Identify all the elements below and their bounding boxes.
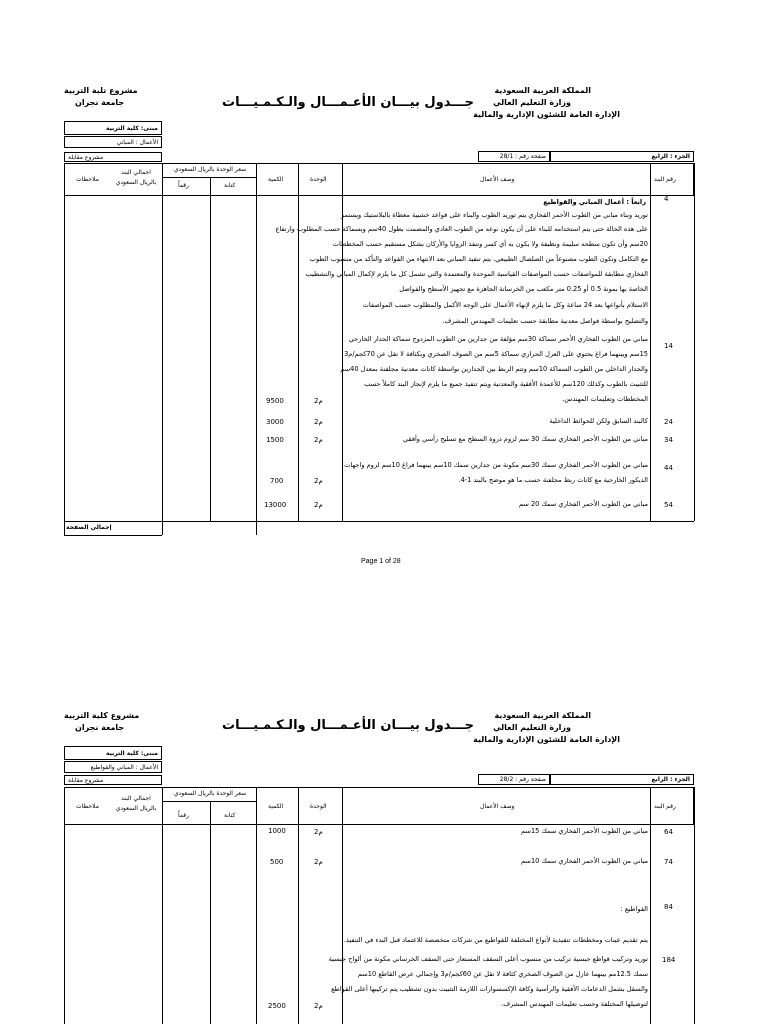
work-label: الأعمال : المباني	[116, 139, 158, 146]
item-unit: م2	[314, 828, 323, 836]
item-no: 54	[664, 501, 673, 509]
item-qty: 3000	[266, 418, 284, 426]
item-unit: م2	[314, 397, 323, 405]
university-label: جامعة نجران	[75, 98, 125, 107]
building-label: مبنى: كلية التربية	[105, 750, 158, 757]
part-label: الجزء : الرابع	[651, 776, 690, 783]
item-desc-line: يتم تقديم عينات ومخططات تنفيذية لأنواع المختلفة للقواطيع من شركات متخصصة للاعتماد قبل البدء في التنفيذ.	[343, 936, 648, 944]
admin-label: الإدارة العامة للشئون الإدارية والمالية	[473, 735, 620, 744]
item-desc-line: مع التكامل وتكون الطوب مصنوعاً من الصلصال الطبيعي. يتم تنفيذ المباني بعد الانتهاء من القواعد والتأكد من منسوب الطوب	[309, 255, 648, 263]
part-box	[550, 151, 694, 162]
item-desc-line: مباني من الطوب الفخاري الأحمر سماكة 30سم مؤلفة من جدارين من الطوب المزدوج سماكة الجدار الخارجي	[348, 335, 648, 343]
page-title: جـــدول بيـــان الأعـمـــال والـكـمـيـــات	[222, 718, 474, 733]
col-total: اجمالي البند بالريال السعودي	[115, 169, 157, 186]
work-box	[64, 136, 162, 148]
project-box	[64, 775, 162, 785]
kingdom-label: المملكة العربية السعودية	[494, 86, 591, 95]
item-desc-line: والجدار الداخلي من الطوب السماكة 10سم وتتم الربط بين الجدارين بواسطة كانات معدنية مجلفنة بمعدل 40سم	[340, 365, 648, 373]
item-qty: 1500	[266, 436, 284, 444]
item-desc-line: مباني من الطوب الأحمر الفخاري سمك 10سم	[521, 857, 648, 865]
item-desc-line: توريد وتركيب قواطع جبسية تركيب من منسوب أعلى السقف المستعار حتى السقف الخرساني مكونة من ألواح جبسية	[328, 955, 648, 963]
item-no: 14	[664, 342, 673, 350]
item-no: 74	[664, 858, 673, 866]
col-price-words: كتابة	[224, 812, 236, 819]
item-desc-line: على هذه الحالة حتى يتم استخدامه للبناء على أن يكون نوعه من الطوب العادي والمصمت بطول 40سم وبسماكة حسب المطلوب وارتفاع	[275, 225, 648, 233]
item-desc-line: مباني من الطوب الأحمر الفخاري سمك 30 سم لزوم دروة السطح مع تسليح رأسي وأفقي	[402, 435, 648, 443]
item-desc-line: لتوصيلها المختلفة وحسب تعليمات المهندس المشرف.	[501, 1000, 648, 1008]
item-desc-line: توريد وبناء مباني من الطوب الأحمر الفخاري يتم توريد الطوب والبناء على قواعد خشبية مغطاة بالبلاستيك ويستمر	[340, 211, 648, 219]
page-no-label: صفحة رقم : 28/2	[499, 776, 546, 783]
item-desc-line: 20سم وأن تكون سطحه سليمة ونظيفة ولا يكون به أي كسر وتنفذ الزوايا والأركان بشكل مستقيم حسب المخططات	[332, 240, 648, 248]
item-unit: م2	[314, 477, 323, 485]
col-no: رقم البند	[654, 803, 676, 810]
col-unit: الوحدة	[310, 803, 327, 810]
page-title: جـــدول بيـــان الأعـمـــال والـكـمـيـــات	[222, 95, 474, 110]
item-desc-line: كالبند السابق ولكن للحوائط الداخلية	[549, 417, 648, 425]
item-desc-line: والتصليح بواسطة فواصل معدنية مطابقة حسب تعليمات المهندس المشرف.	[442, 317, 648, 325]
col-total: اجمالي البند بالريال السعودي	[115, 795, 157, 812]
university-label: جامعة نجران	[75, 723, 125, 732]
col-price-digits: رقماً	[178, 812, 190, 819]
item-qty: 1000	[268, 827, 286, 835]
building-box	[64, 121, 162, 135]
col-qty: الكمية	[268, 176, 284, 183]
item-no: 4	[664, 195, 669, 203]
col-unit: الوحدة	[310, 176, 327, 183]
item-unit: م2	[314, 1002, 323, 1010]
col-notes: ملاحظات	[76, 176, 99, 183]
col-unit-price: سعر الوحدة بالريال السعودي	[173, 790, 247, 797]
item-no: 64	[664, 828, 673, 836]
page-no-box	[478, 774, 550, 785]
item-desc-line: سمك 12.5مم بينهما عازل من الصوف الصخري كثافة لا تقل عن 60كجم/م3 وإجمالي عرض القاطع 10سم	[357, 970, 648, 978]
item-qty: 13000	[264, 501, 287, 509]
item-desc-line: مباني من الطوب الأحمر الفخاري سمك 30سم مكونة من جدارين سمك 10سم بينهما فراغ 10سم لزوم واجهات	[344, 461, 648, 469]
col-price-words: كتابة	[224, 182, 236, 189]
col-price-digits: رقماً	[178, 182, 190, 189]
work-box	[64, 761, 162, 773]
col-desc: وصف الأعمال	[480, 803, 515, 810]
item-no: 184	[662, 956, 676, 964]
item-unit: م2	[314, 436, 323, 444]
item-qty: 700	[270, 477, 284, 485]
item-desc-line: رابعاً : أعمال المباني والقواطيع	[543, 198, 646, 206]
part-label: الجزء : الرابع	[651, 153, 690, 160]
item-no: 84	[664, 903, 673, 911]
page-2	[0, 700, 768, 1024]
ministry-label: وزارة التعليم العالي	[493, 723, 571, 732]
building-box	[64, 746, 162, 760]
item-desc-line: المخططات وتعليمات المهندس.	[562, 395, 648, 403]
ministry-label: وزارة التعليم العالي	[493, 98, 571, 107]
col-qty: الكمية	[268, 803, 284, 810]
item-no: 44	[664, 464, 673, 472]
item-unit: م2	[314, 418, 323, 426]
col-no: رقم البند	[654, 176, 676, 183]
part-box	[550, 774, 694, 785]
item-desc-line: القواطيع :	[620, 905, 648, 913]
item-desc-line: 15سم وبينهما فراغ يحتوي على العزل الحراري سماكة 5سم من الصوف الصخري وبكثافة لا تقل عن 70كجم/م3	[344, 350, 648, 358]
item-qty: 500	[270, 858, 284, 866]
project-box-label: مشروع مقابلة	[68, 154, 104, 161]
item-unit: م2	[314, 858, 323, 866]
work-label: الأعمال : المباني والقواطيع	[90, 764, 158, 771]
page-no-label: صفحة رقم : 28/1	[499, 153, 546, 160]
page-footer: Page 1 of 28	[361, 558, 401, 565]
col-notes: ملاحظات	[76, 803, 99, 810]
item-no: 34	[664, 436, 673, 444]
page-no-box	[478, 151, 550, 162]
item-desc-line: الديكور الخارجية مع كانات ربط مجلفنة حسب ما هو موضح بالبند 1-4.	[458, 476, 648, 484]
item-desc-line: الاستلام بأنواعها بعد 24 ساعة وكل ما يلزم لإنهاء الأعمال على الوجه الأكمل والمطلوب حسب المواصفات	[362, 301, 648, 309]
project-label: مشروع كلية التربية	[64, 711, 140, 720]
item-qty: 9500	[266, 397, 284, 405]
item-desc-line: والسقل بشمل الدعامات الأفقية والرأسية وكافة الإكسسوارات اللازمة التثبيت بدون تشطيب يتم تركيبها أعلى القواطع	[331, 985, 648, 993]
item-desc-line: مباني من الطوب الأحمر الفخاري سمك 20 سم	[518, 500, 648, 508]
item-desc-line: الخاصة بها بمونة 0.5 أو 0.25 متر مكعب من الخرسانة الجاهزة مع تجهيز الأسطح والفواصل	[399, 285, 648, 293]
building-label: مبنى: كلية التربية	[105, 125, 158, 132]
kingdom-label: المملكة العربية السعودية	[494, 711, 591, 720]
col-unit-price: سعر الوحدة بالريال السعودي	[173, 166, 247, 173]
item-qty: 2500	[268, 1002, 286, 1010]
item-desc-line: الفخاري مطابقة للمواصفات حسب المواصفات القياسية الموحدة والمعتمدة والتي تشمل كل ما يلزم لإكمال المباني والتشطيب	[305, 270, 648, 278]
project-box	[64, 152, 162, 162]
admin-label: الإدارة العامة للشئون الإدارية والمالية	[473, 110, 620, 119]
item-no: 24	[664, 418, 673, 426]
col-desc: وصف الأعمال	[480, 176, 515, 183]
item-desc-line: مباني من الطوب الأحمر الفخاري سمك 15سم	[521, 827, 648, 835]
page-total-label: إجمالي الصفحة	[66, 524, 112, 531]
project-label: مشروع تلبة التربية	[64, 86, 138, 95]
item-desc-line: للتثبيت بالطوب وكذلك 120سم للأعمدة الأفقية والمعدنية ويتم تنفيذ جميع ما يلزم لإنجاز البند كاملاً حسب	[364, 380, 648, 388]
item-unit: م2	[314, 501, 323, 509]
project-box-label: مشروع مقابلة	[68, 777, 104, 784]
